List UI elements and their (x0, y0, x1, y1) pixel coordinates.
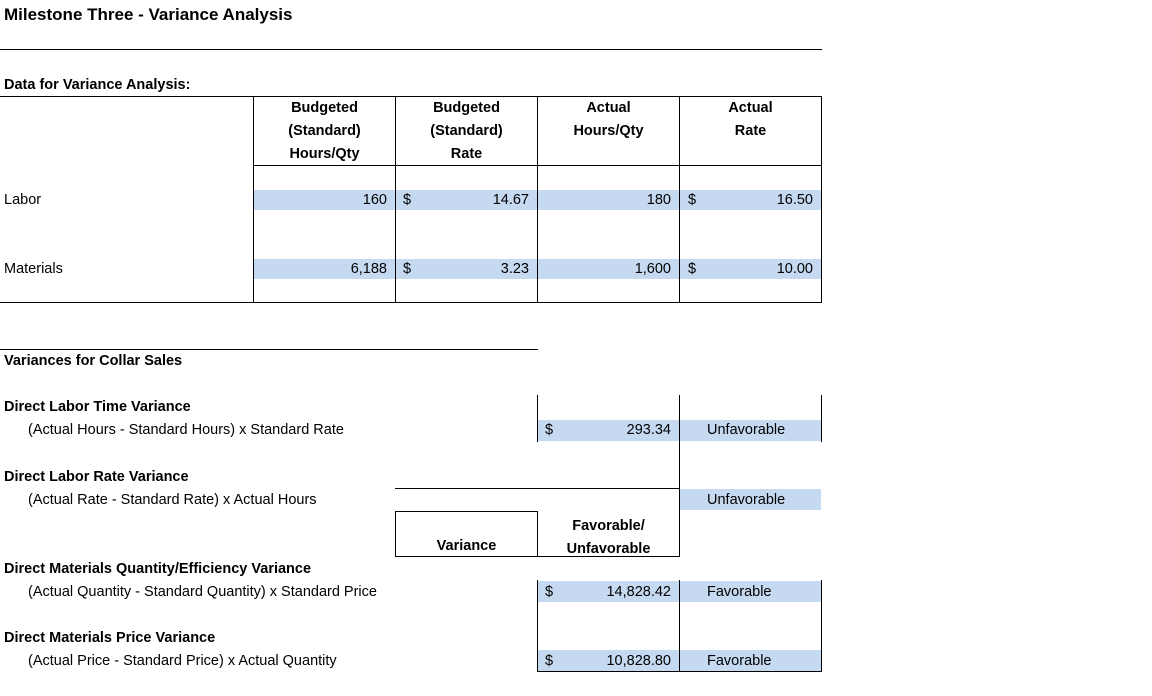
variance-formula-materials-price: (Actual Price - Standard Price) x Actual Quantity (28, 653, 337, 669)
variance-bottom-border (537, 671, 822, 672)
materials-price-symbol: $ (545, 653, 554, 669)
labor-rate-status: Unfavorable (707, 492, 786, 508)
labor-time-symbol: $ (545, 422, 554, 438)
materials-actual-qty: 1,600 (634, 261, 671, 277)
header-actual-qty (538, 97, 679, 143)
materials-actual-rate-symbol: $ (688, 261, 697, 277)
variance-formula-materials-quantity: (Actual Quantity - Standard Quantity) x Standard Price (28, 584, 377, 600)
page-title: Milestone Three - Variance Analysis (4, 5, 293, 24)
header-text: Rate (734, 123, 767, 139)
materials-budget-rate: 3.23 (500, 261, 529, 277)
labor-actual-rate-symbol: $ (688, 192, 697, 208)
labor-budget-rate-symbol: $ (403, 192, 412, 208)
labor-time-amount: 293.34 (626, 422, 671, 438)
header-text: Hours/Qty (573, 123, 644, 139)
materials-price-amount: 10,828.80 (606, 653, 671, 669)
materials-budget-rate-symbol: $ (403, 261, 412, 277)
row-label-labor: Labor (4, 192, 42, 208)
materials-quantity-status: Favorable (707, 584, 772, 600)
variance-formula-labor-rate: (Actual Rate - Standard Rate) x Actual Hours (28, 492, 317, 508)
header-text: Actual (728, 100, 773, 116)
labor-time-status: Unfavorable (707, 422, 786, 438)
materials-price-status: Favorable (707, 653, 772, 669)
header-actual-rate (680, 97, 821, 143)
labor-budget-qty: 160 (362, 192, 387, 208)
variance-line-c (821, 395, 822, 442)
variance-name-materials-price: Direct Materials Price Variance (4, 630, 216, 646)
variance-header-inner-top (395, 511, 538, 512)
labor-actual-rate: 16.50 (776, 192, 813, 208)
labor-actual-qty: 180 (646, 192, 671, 208)
labor-budget-rate: 14.67 (492, 192, 529, 208)
header-text: Rate (450, 146, 483, 162)
header-text: Actual (586, 100, 631, 116)
header-text: Budgeted (433, 100, 500, 116)
data-section-heading: Data for Variance Analysis: (4, 77, 191, 93)
header-favorable-unfavorable (538, 515, 679, 561)
variance-section-heading: Variances for Collar Sales (4, 353, 183, 369)
header-text: (Standard) (288, 123, 361, 139)
variance-name-labor-rate: Direct Labor Rate Variance (4, 469, 189, 485)
data-table-bottom-border (0, 302, 822, 303)
variance-section-divider (0, 349, 538, 350)
variance-name-materials-quantity: Direct Materials Quantity/Efficiency Variance (4, 561, 312, 577)
header-variance: Variance (436, 538, 497, 554)
header-budgeted-qty (254, 97, 395, 166)
row-label-materials: Materials (4, 261, 63, 277)
title-divider (0, 49, 822, 50)
header-text: Hours/Qty (289, 146, 360, 162)
header-text: Unfavorable (566, 541, 651, 557)
variance-formula-labor-time: (Actual Hours - Standard Hours) x Standard Rate (28, 422, 344, 438)
materials-quantity-symbol: $ (545, 584, 554, 600)
materials-actual-rate: 10.00 (776, 261, 813, 277)
header-budgeted-rate (396, 97, 537, 166)
variance-header-top (395, 488, 680, 489)
header-text: Budgeted (291, 100, 358, 116)
materials-budget-qty: 6,188 (350, 261, 387, 277)
variance-name-labor-time: Direct Labor Time Variance (4, 399, 191, 415)
data-col-line-5 (821, 96, 822, 303)
header-text: (Standard) (430, 123, 503, 139)
materials-quantity-amount: 14,828.42 (606, 584, 671, 600)
header-text: Favorable/ (572, 518, 645, 534)
variance-line-f (821, 580, 822, 672)
